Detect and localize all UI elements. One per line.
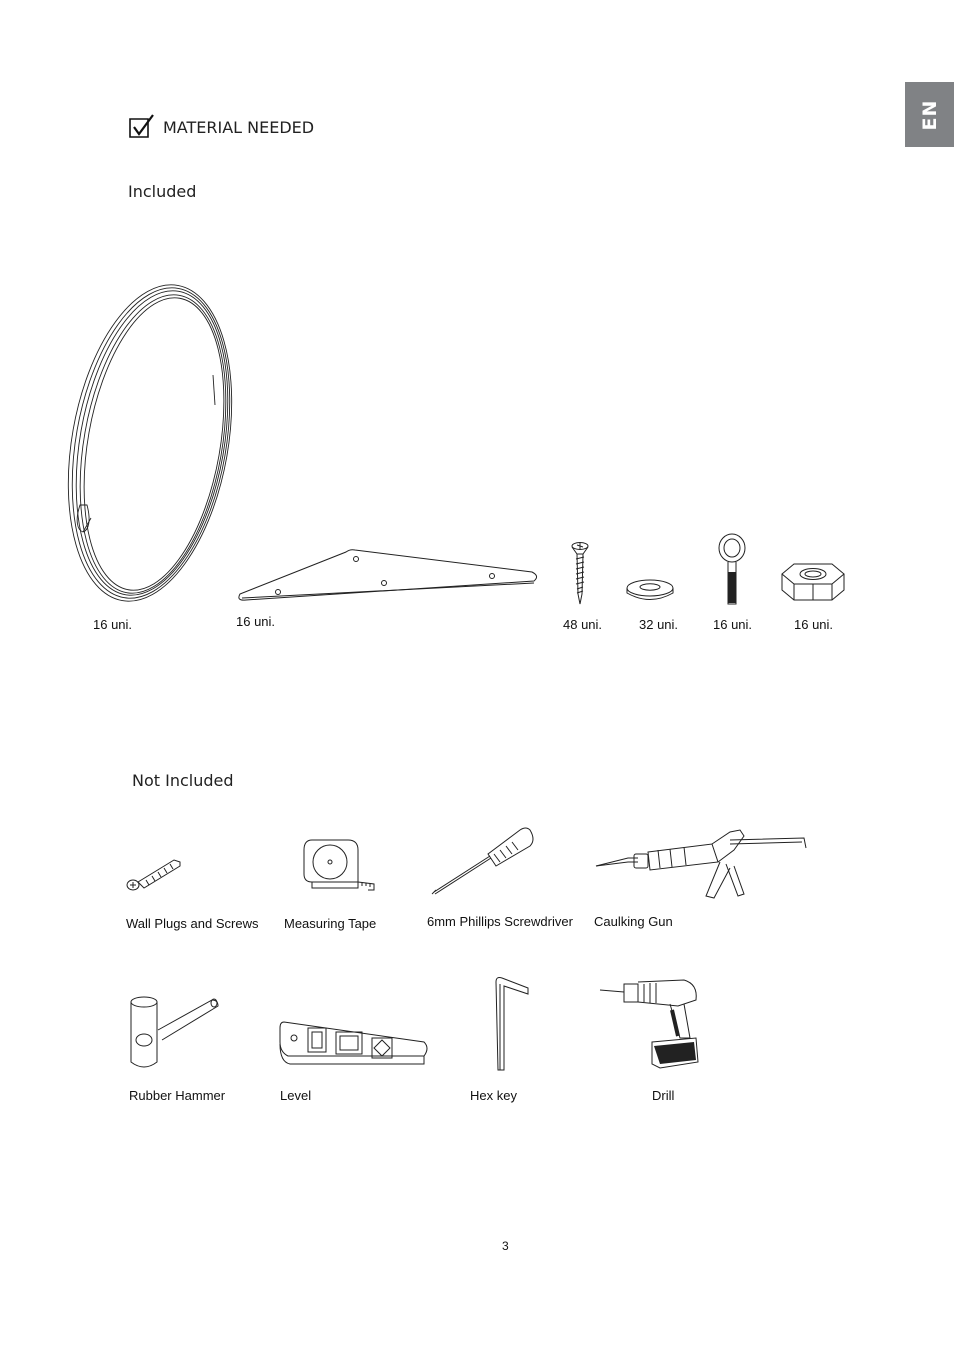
- level-icon: [278, 1018, 430, 1070]
- qty-cable: 16 uni.: [93, 617, 133, 632]
- hex-key-icon: [494, 974, 534, 1074]
- tool-label-caulking-gun: Caulking Gun: [594, 914, 673, 929]
- language-tab: [905, 82, 954, 147]
- rubber-hammer-icon: [128, 996, 220, 1072]
- language-tab-label: EN: [918, 99, 941, 130]
- qty-screw: 48 uni.: [563, 617, 603, 632]
- qty-plate: 16 uni.: [236, 614, 276, 629]
- wall-plug-icon: [124, 852, 184, 894]
- hex-nut-icon: [780, 560, 846, 604]
- tool-label-level: Level: [280, 1088, 312, 1103]
- checkbox-checked-icon: [129, 114, 155, 140]
- cable-coil-icon: [55, 280, 245, 610]
- screwdriver-icon: [430, 826, 538, 896]
- washer-icon: [625, 576, 675, 604]
- qty-hex-nut: 16 uni.: [794, 617, 834, 632]
- page-number: 3: [502, 1239, 509, 1253]
- section-title: MATERIAL NEEDED: [163, 118, 315, 137]
- measuring-tape-icon: [302, 836, 380, 894]
- tool-label-drill: Drill: [652, 1088, 675, 1103]
- tool-label-hex-key: Hex key: [470, 1088, 517, 1103]
- tool-label-measuring-tape: Measuring Tape: [284, 916, 377, 931]
- drill-icon: [598, 976, 702, 1072]
- tool-label-wall-plugs: Wall Plugs and Screws: [126, 916, 259, 931]
- qty-washer: 32 uni.: [639, 617, 679, 632]
- included-title: Included: [128, 182, 197, 201]
- screw-icon: [569, 540, 591, 606]
- tool-label-rubber-hammer: Rubber Hammer: [129, 1088, 226, 1103]
- caulking-gun-icon: [594, 826, 812, 900]
- qty-eye-bolt: 16 uni.: [713, 617, 753, 632]
- eye-bolt-icon: [716, 532, 748, 606]
- triangle-plate-icon: [234, 546, 542, 604]
- not-included-title: Not Included: [132, 771, 234, 790]
- tool-label-screwdriver: 6mm Phillips Screwdriver: [427, 914, 573, 929]
